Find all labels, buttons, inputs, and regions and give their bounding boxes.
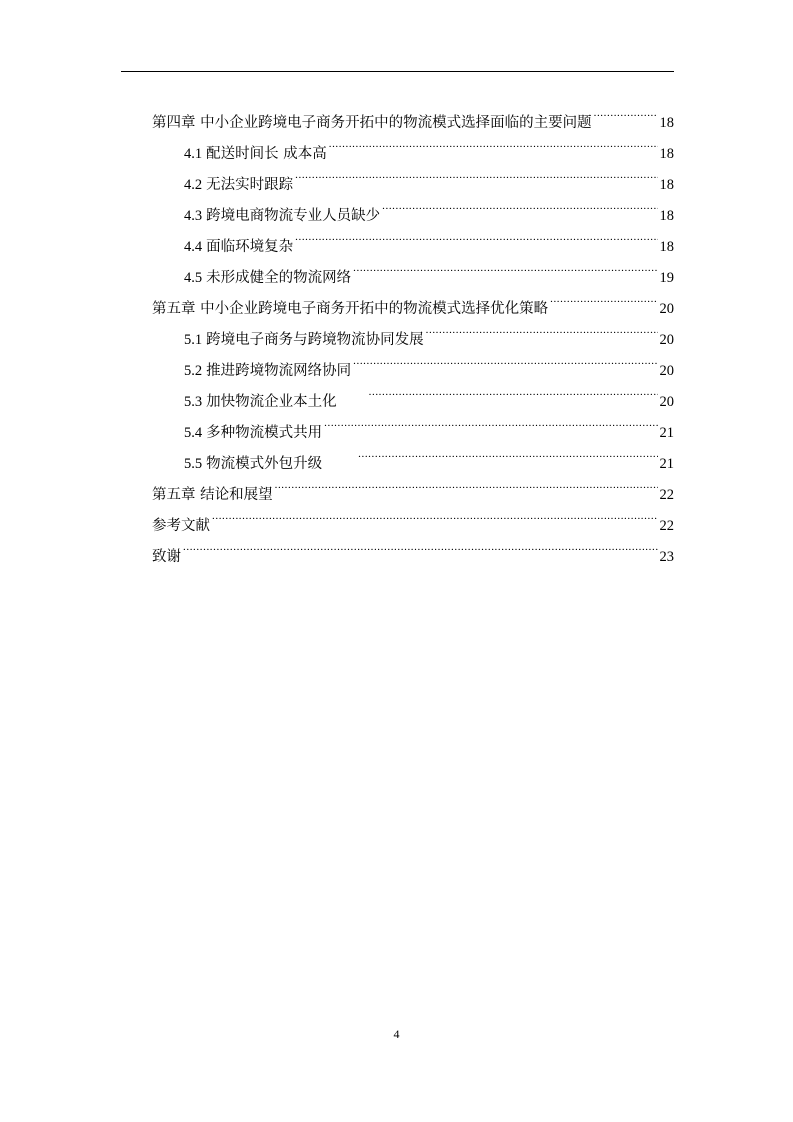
dot-leader: [594, 96, 658, 127]
toc-entry-title: 无法实时跟踪: [206, 177, 294, 193]
toc-entry-title: 第四章 中小企业跨境电子商务开拓中的物流模式选择面临的主要问题: [152, 115, 592, 131]
toc-entry-page: 20: [659, 301, 674, 317]
toc-entry-title: 跨境电子商务与跨境物流协同发展: [206, 332, 424, 348]
toc-entry-page: 22: [659, 518, 674, 534]
dot-leader: [358, 437, 657, 468]
toc-entry-page: 18: [659, 146, 674, 162]
toc-entry-title: 第五章 中小企业跨境电子商务开拓中的物流模式选择优化策略: [152, 301, 549, 317]
toc-entry-page: 18: [659, 115, 674, 131]
toc-entry-page: 23: [659, 549, 674, 565]
toc-entry-number: 4.2: [184, 177, 203, 193]
toc-entry-title: 多种物流模式共用: [206, 425, 323, 441]
toc-entry-page: 21: [659, 425, 674, 441]
dot-leader: [275, 468, 658, 499]
dot-leader: [324, 406, 657, 437]
toc-entry-page: 21: [659, 456, 674, 472]
toc-entry-page: 22: [659, 487, 674, 503]
toc-entry-number: 5.5: [184, 456, 203, 472]
toc-entry-number: 5.1: [184, 332, 203, 348]
toc-entry-title: 参考文献: [152, 518, 210, 534]
toc-entry-page: 20: [659, 332, 674, 348]
dot-leader: [353, 344, 657, 375]
toc-entry-references[interactable]: [152, 499, 674, 534]
dot-leader: [550, 282, 657, 313]
toc-entry-title: 跨境电商物流专业人员缺少: [206, 208, 381, 224]
toc-entry-page: 19: [659, 270, 674, 286]
toc-entry-title: 物流模式外包升级: [206, 456, 323, 472]
table-of-contents: [152, 96, 674, 565]
dot-leader: [369, 375, 658, 406]
dot-leader: [353, 251, 657, 282]
dot-leader: [212, 499, 658, 530]
toc-entry-number: 5.4: [184, 425, 203, 441]
toc-entry-title: 第五章 结论和展望: [152, 487, 273, 503]
toc-entry-title: 未形成健全的物流网络: [206, 270, 352, 286]
dot-leader: [183, 530, 658, 561]
toc-entry-title: 配送时间长 成本高: [206, 146, 327, 162]
header-rule: [121, 71, 674, 72]
toc-entry-page: 18: [659, 239, 674, 255]
dot-leader: [295, 220, 657, 251]
toc-entry-title: 推进跨境物流网络协同: [206, 363, 352, 379]
dot-leader: [329, 127, 658, 158]
page-number: 4: [393, 1027, 400, 1041]
dot-leader: [295, 158, 657, 189]
toc-entry-page: 20: [659, 363, 674, 379]
toc-entry-number: 4.5: [184, 270, 203, 286]
toc-entry-number: 4.3: [184, 208, 203, 224]
toc-entry-chapter-4[interactable]: [152, 96, 674, 131]
dot-leader: [426, 313, 658, 344]
toc-entry-title: 致谢: [152, 549, 181, 565]
toc-entry-page: 18: [659, 208, 674, 224]
toc-entry-page: 18: [659, 177, 674, 193]
toc-entry-number: 4.4: [184, 239, 203, 255]
toc-entry-title: 面临环境复杂: [206, 239, 294, 255]
toc-entry-acknowledgements[interactable]: [152, 530, 674, 565]
toc-entry-number: 5.2: [184, 363, 203, 379]
toc-entry-number: 5.3: [184, 394, 203, 410]
toc-entry-title: 加快物流企业本土化: [206, 394, 337, 410]
toc-entry-page: 20: [659, 394, 674, 410]
toc-entry-number: 4.1: [184, 146, 203, 162]
dot-leader: [382, 189, 657, 220]
